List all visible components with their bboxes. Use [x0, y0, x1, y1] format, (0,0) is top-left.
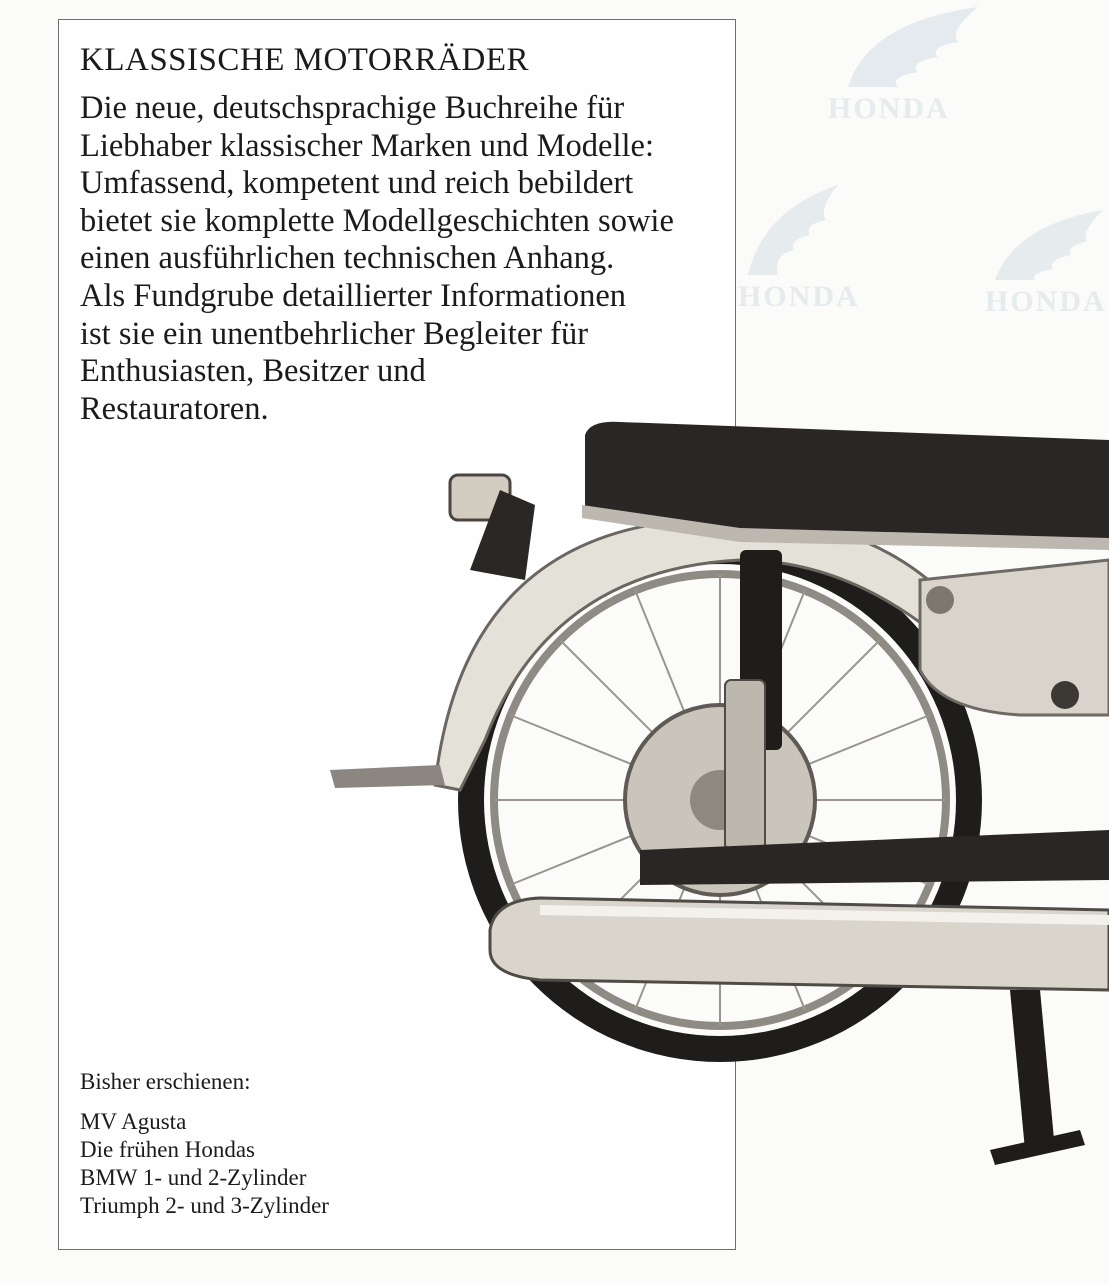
description-line: einen ausführlichen technischen Anhang. — [80, 240, 615, 277]
description-line: Als Fundgrube detaillierter Informationen — [80, 277, 627, 314]
honda-watermark-logo: HONDA — [985, 205, 1109, 319]
wing-icon — [738, 180, 848, 280]
honda-watermark-logo: HONDA — [828, 2, 998, 126]
motorcycle-rear-photo — [320, 410, 1109, 1170]
published-heading: Bisher erschienen: — [80, 1069, 251, 1094]
series-title: KLASSISCHE MOTORRÄDER — [80, 42, 530, 78]
list-item: Die frühen Hondas — [80, 1137, 256, 1162]
description-line: Enthusiasten, Besitzer und — [80, 353, 426, 390]
wing-icon — [828, 2, 998, 92]
published-titles — [80, 1068, 329, 1220]
description-line: ist sie ein unentbehrlicher Begleiter für — [80, 315, 589, 352]
wing-icon — [985, 205, 1109, 285]
list-item: MV Agusta — [80, 1109, 187, 1134]
list-item: Triumph 2- und 3-Zylinder — [80, 1193, 329, 1218]
description-line: Liebhaber klassischer Marken und Modelle: — [80, 127, 654, 164]
description-line: Restauratoren. — [80, 390, 269, 427]
description-line: Umfassend, kompetent und reich bebildert — [80, 165, 634, 202]
published-list — [80, 1108, 329, 1220]
honda-watermark-logo: HONDA — [738, 180, 860, 314]
list-item: BMW 1- und 2-Zylinder — [80, 1165, 307, 1190]
series-description — [80, 90, 740, 428]
description-line: Die neue, deutschsprachige Buchreihe für — [80, 90, 625, 126]
description-line: bietet sie komplette Modellgeschichten sowie — [80, 202, 674, 239]
